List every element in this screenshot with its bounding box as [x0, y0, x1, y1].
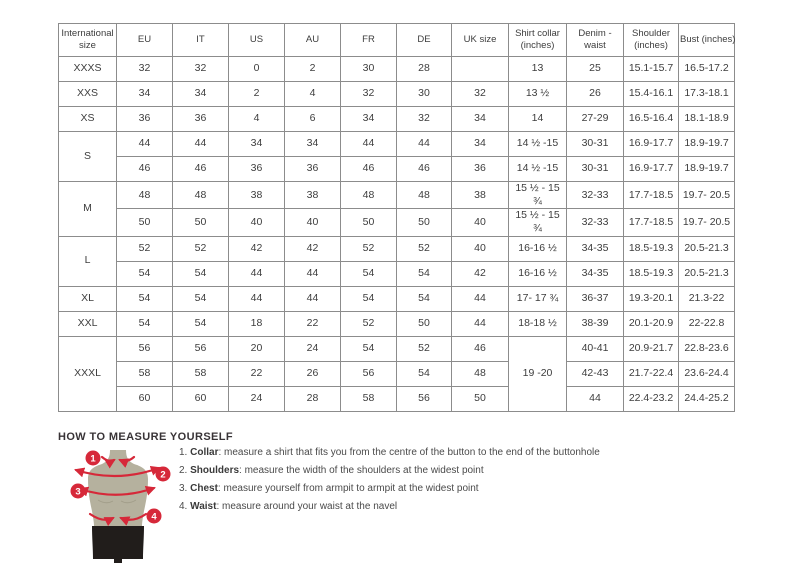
table-cell: 26 [285, 361, 341, 386]
table-cell: 54 [341, 336, 397, 361]
table-cell: 32 [397, 107, 452, 132]
shorts-shape [92, 526, 144, 563]
size-chart-table [58, 23, 735, 412]
table-cell: 36 [285, 157, 341, 182]
table-cell: 16.9-17.7 [624, 157, 679, 182]
table-cell: 44 [397, 132, 452, 157]
column-header: Shoulder (inches) [624, 24, 679, 57]
table-cell: 54 [397, 261, 452, 286]
table-row [59, 57, 735, 82]
table-cell: 19.7- 20.5 [679, 209, 735, 236]
table-cell: 4 [229, 107, 285, 132]
table-cell: 20.9-21.7 [624, 336, 679, 361]
table-row [59, 261, 735, 286]
table-cell: 56 [173, 336, 229, 361]
table-cell: 24.4-25.2 [679, 386, 735, 411]
column-header: US [229, 24, 285, 57]
table-cell: 44 [285, 286, 341, 311]
size-label-cell: XXXS [59, 57, 117, 82]
table-cell: 46 [397, 157, 452, 182]
table-cell: 50 [452, 386, 509, 411]
measure-instructions [179, 448, 649, 520]
instruction-text: measure around your waist at the navel [222, 501, 398, 512]
table-cell: 20.5-21.3 [679, 261, 735, 286]
table-cell: 40 [452, 236, 509, 261]
table-cell: 52 [397, 236, 452, 261]
table-cell: 24 [285, 336, 341, 361]
table-row [59, 157, 735, 182]
instruction-label: Collar [190, 447, 219, 458]
table-cell: 34 [173, 82, 229, 107]
table-cell: 32 [117, 57, 173, 82]
column-header: EU [117, 24, 173, 57]
table-cell: 34 [229, 132, 285, 157]
table-row [59, 286, 735, 311]
table-cell: 52 [341, 311, 397, 336]
measure-section-title: HOW TO MEASURE YOURSELF [58, 431, 234, 443]
table-cell: 48 [341, 182, 397, 209]
table-cell: 38 [229, 182, 285, 209]
table-cell: 14 ½ -15 [509, 157, 567, 182]
size-chart-section [58, 23, 735, 412]
column-header: International size [59, 24, 117, 57]
table-cell: 28 [397, 57, 452, 82]
table-cell: 54 [341, 261, 397, 286]
instruction-text: measure yourself from armpit to armpit at the widest point [223, 483, 479, 494]
table-cell: 32 [341, 82, 397, 107]
size-label-cell: XXXL [59, 336, 117, 411]
table-cell: 20.1-20.9 [624, 311, 679, 336]
size-label-cell: S [59, 132, 117, 182]
table-row [59, 107, 735, 132]
table-cell: 30 [397, 82, 452, 107]
marker-4-number: 4 [151, 511, 157, 523]
table-row [59, 209, 735, 236]
table-cell: 56 [397, 386, 452, 411]
table-cell: 34-35 [567, 261, 624, 286]
table-cell: 40 [285, 209, 341, 236]
column-header: FR [341, 24, 397, 57]
table-cell: 32 [452, 82, 509, 107]
table-cell: 48 [173, 182, 229, 209]
table-cell: 14 [509, 107, 567, 132]
table-cell: 18-18 ½ [509, 311, 567, 336]
table-cell: 54 [117, 286, 173, 311]
table-cell: 48 [117, 182, 173, 209]
table-cell: 54 [397, 286, 452, 311]
table-cell: 42 [285, 236, 341, 261]
marker-3-number: 3 [75, 486, 81, 498]
table-row [59, 236, 735, 261]
table-cell: 44 [285, 261, 341, 286]
table-cell: 22.4-23.2 [624, 386, 679, 411]
table-cell: 54 [341, 286, 397, 311]
column-header: DE [397, 24, 452, 57]
table-cell: 60 [117, 386, 173, 411]
table-cell: 20.5-21.3 [679, 236, 735, 261]
table-cell: 18 [229, 311, 285, 336]
marker-1-number: 1 [90, 453, 96, 465]
table-cell: 44 [229, 261, 285, 286]
instruction-text: measure a shirt that fits you from the centre of the button to the end of the buttonhole [224, 447, 600, 458]
table-cell: 26 [567, 82, 624, 107]
table-cell: 38 [452, 182, 509, 209]
size-label-cell: L [59, 236, 117, 286]
table-cell: 21.3-22 [679, 286, 735, 311]
table-cell: 2 [285, 57, 341, 82]
table-row [59, 361, 735, 386]
table-cell: 18.9-19.7 [679, 157, 735, 182]
table-cell: 42 [229, 236, 285, 261]
column-header: Denim - waist [567, 24, 624, 57]
table-cell: 52 [397, 336, 452, 361]
table-cell: 18.9-19.7 [679, 132, 735, 157]
instruction-number: 1. [179, 447, 188, 458]
table-cell: 17.7-18.5 [624, 182, 679, 209]
table-cell: 25 [567, 57, 624, 82]
table-cell: 40 [229, 209, 285, 236]
instruction-number: 2. [179, 465, 188, 476]
table-cell: 36-37 [567, 286, 624, 311]
table-cell: 13 [509, 57, 567, 82]
instruction-number: 3. [179, 483, 188, 494]
table-cell: 15.1-15.7 [624, 57, 679, 82]
table-cell: 30-31 [567, 157, 624, 182]
table-cell: 54 [117, 261, 173, 286]
table-cell: 50 [117, 209, 173, 236]
column-header: Shirt collar (inches) [509, 24, 567, 57]
table-row [59, 132, 735, 157]
measure-instruction-waist: 4. Waist: measure around your waist at the navel [179, 501, 398, 512]
table-cell: 48 [397, 182, 452, 209]
measure-instruction-chest: 3. Chest: measure yourself from armpit to armpit at the widest point [179, 483, 479, 494]
table-row [59, 311, 735, 336]
table-cell: 24 [229, 386, 285, 411]
table-row [59, 386, 735, 411]
table-cell: 54 [397, 361, 452, 386]
table-cell: 38 [285, 182, 341, 209]
table-cell: 46 [117, 157, 173, 182]
table-cell: 23.6-24.4 [679, 361, 735, 386]
table-cell: 14 ½ -15 [509, 132, 567, 157]
table-cell: 2 [229, 82, 285, 107]
table-cell: 34 [452, 132, 509, 157]
table-cell: 48 [452, 361, 509, 386]
table-cell: 50 [397, 209, 452, 236]
table-cell: 15 ½ - 15 ¾ [509, 182, 567, 209]
size-label-cell: XXS [59, 82, 117, 107]
table-cell: 16.9-17.7 [624, 132, 679, 157]
table-cell: 58 [117, 361, 173, 386]
column-header: UK size [452, 24, 509, 57]
table-cell: 44 [341, 132, 397, 157]
table-cell: 50 [397, 311, 452, 336]
table-cell: 22-22.8 [679, 311, 735, 336]
table-cell: 0 [229, 57, 285, 82]
table-cell: 52 [341, 236, 397, 261]
instruction-label: Waist [190, 501, 217, 512]
table-cell: 15 ½ - 15 ¾ [509, 209, 567, 236]
table-cell: 44 [117, 132, 173, 157]
table-cell: 30-31 [567, 132, 624, 157]
size-label-cell: XL [59, 286, 117, 311]
size-label-cell: XXL [59, 311, 117, 336]
column-header: Bust (inches) [679, 24, 735, 57]
table-cell: 34 [341, 107, 397, 132]
table-cell: 52 [117, 236, 173, 261]
table-cell: 44 [229, 286, 285, 311]
table-cell: 18.5-19.3 [624, 236, 679, 261]
instruction-label: Shoulders [190, 465, 240, 476]
size-chart-header-row [59, 24, 735, 57]
table-cell: 32 [173, 57, 229, 82]
table-cell: 54 [173, 261, 229, 286]
header-row [59, 24, 735, 57]
table-cell: 18.5-19.3 [624, 261, 679, 286]
column-header: AU [285, 24, 341, 57]
marker-2-number: 2 [160, 469, 166, 481]
table-cell: 16-16 ½ [509, 261, 567, 286]
table-cell: 36 [117, 107, 173, 132]
table-cell: 4 [285, 82, 341, 107]
table-cell: 19.3-20.1 [624, 286, 679, 311]
table-cell: 40 [452, 209, 509, 236]
table-cell: 50 [173, 209, 229, 236]
table-cell: 30 [341, 57, 397, 82]
table-cell: 54 [173, 311, 229, 336]
table-cell: 46 [341, 157, 397, 182]
size-chart-body [59, 57, 735, 412]
instruction-text: measure the width of the shoulders at the widest point [244, 465, 484, 476]
table-cell: 16-16 ½ [509, 236, 567, 261]
measure-instruction-collar: 1. Collar: measure a shirt that fits you from the centre of the button to the end of the buttonhole [179, 447, 600, 458]
instruction-number: 4. [179, 501, 188, 512]
table-cell: 15.4-16.1 [624, 82, 679, 107]
table-cell: 44 [452, 311, 509, 336]
table-cell: 46 [452, 336, 509, 361]
table-cell: 22 [229, 361, 285, 386]
table-cell: 42-43 [567, 361, 624, 386]
table-cell: 58 [341, 386, 397, 411]
table-cell: 17.7-18.5 [624, 209, 679, 236]
table-cell: 60 [173, 386, 229, 411]
table-cell: 34 [117, 82, 173, 107]
table-cell: 40-41 [567, 336, 624, 361]
table-row [59, 182, 735, 209]
table-cell: 38-39 [567, 311, 624, 336]
column-header: IT [173, 24, 229, 57]
table-cell: 19 -20 [509, 336, 567, 411]
table-cell: 56 [341, 361, 397, 386]
mannequin-illustration [60, 447, 175, 566]
table-cell: 36 [452, 157, 509, 182]
table-cell: 36 [173, 107, 229, 132]
table-cell: 34 [452, 107, 509, 132]
table-cell: 22 [285, 311, 341, 336]
table-cell: 32-33 [567, 209, 624, 236]
table-cell: 58 [173, 361, 229, 386]
table-cell: 54 [117, 311, 173, 336]
table-cell: 44 [173, 132, 229, 157]
table-row [59, 82, 735, 107]
table-cell: 50 [341, 209, 397, 236]
size-label-cell: XS [59, 107, 117, 132]
table-cell: 17.3-18.1 [679, 82, 735, 107]
table-cell: 19.7- 20.5 [679, 182, 735, 209]
table-cell: 52 [173, 236, 229, 261]
instruction-label: Chest [190, 483, 218, 494]
table-cell: 54 [173, 286, 229, 311]
table-cell: 34-35 [567, 236, 624, 261]
table-cell: 20 [229, 336, 285, 361]
table-cell: 22.8-23.6 [679, 336, 735, 361]
table-cell: 36 [229, 157, 285, 182]
table-cell: 16.5-17.2 [679, 57, 735, 82]
table-cell: 6 [285, 107, 341, 132]
table-cell [452, 57, 509, 82]
table-cell: 44 [567, 386, 624, 411]
table-row [59, 336, 735, 361]
table-cell: 42 [452, 261, 509, 286]
table-cell: 46 [173, 157, 229, 182]
measure-instruction-shoulders: 2. Shoulders: measure the width of the shoulders at the widest point [179, 465, 484, 476]
table-cell: 18.1-18.9 [679, 107, 735, 132]
table-cell: 21.7-22.4 [624, 361, 679, 386]
table-cell: 56 [117, 336, 173, 361]
table-cell: 13 ½ [509, 82, 567, 107]
table-cell: 27-29 [567, 107, 624, 132]
table-cell: 34 [285, 132, 341, 157]
table-cell: 28 [285, 386, 341, 411]
table-cell: 17- 17 ¾ [509, 286, 567, 311]
table-cell: 44 [452, 286, 509, 311]
table-cell: 16.5-16.4 [624, 107, 679, 132]
table-cell: 32-33 [567, 182, 624, 209]
size-label-cell: M [59, 182, 117, 237]
